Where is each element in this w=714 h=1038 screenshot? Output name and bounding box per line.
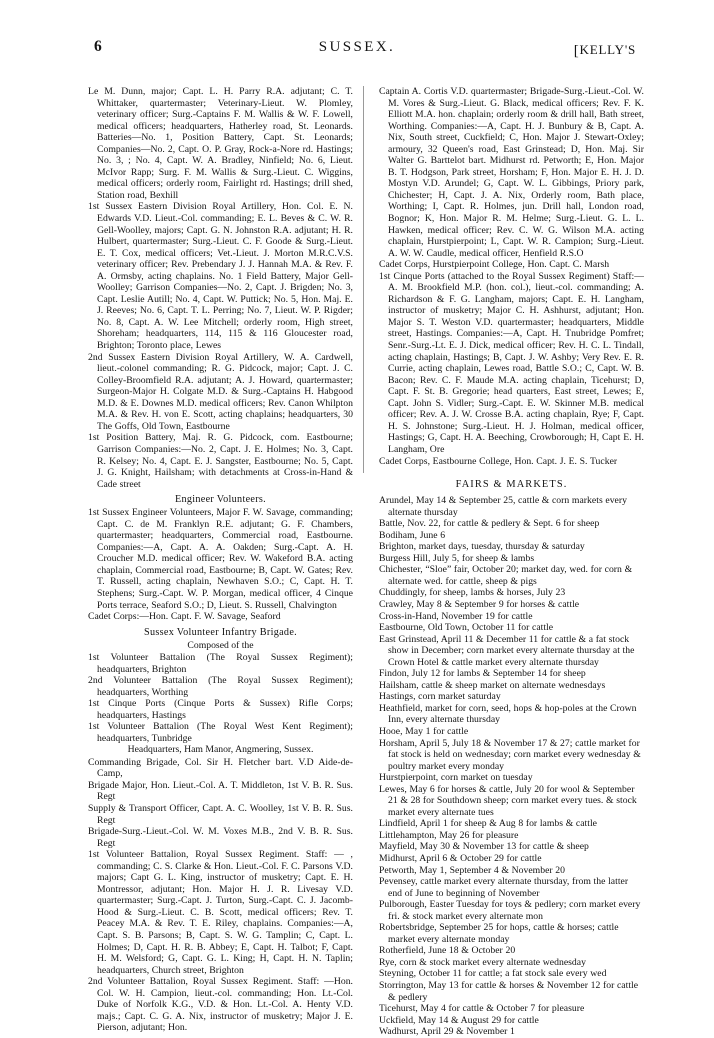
entry-text: Volunteer Battalion (The Royal Sussex Regiment); headquarters, Brighton <box>97 652 354 675</box>
entry-text: Position Battery, Maj. R. G. Pidcock, com. Eastbourne; Garrison Companies:—No. 2, Capt. J. E. Holmes; No. 3, Capt. R. Kelsey; No. 4, Capt. E. J. Sangster, Eastbourne; No. 5, Capt. J. G. Knight, Hailsham; with detachments at Cross-in-Hand & Cade street <box>97 432 353 490</box>
page-title: SUSSEX. <box>318 39 396 55</box>
fair-entry: Wadhurst, April 29 & November 1 <box>379 1026 515 1038</box>
fair-entry: East Grinstead, April 11 & December 11 for cattle & a fat stock show in December; corn market every alternate thursday at the Crown Hotel & cattle market every alternate thursday <box>379 633 635 668</box>
fair-entry: Heathfield, market for corn, seed, hops & hop-poles at the Crown Inn, every alternate thursday <box>379 702 637 726</box>
left-column <box>88 86 353 1034</box>
fair-entry: Hooe, May 1 for cattle <box>379 725 469 737</box>
first-volunteer-battalion-royal-sussex <box>88 849 353 976</box>
brigade-major <box>88 780 353 803</box>
fair-entry: Arundel, May 14 & September 25, cattle & corn markets every alternate thursday <box>379 495 627 518</box>
brigade-unit-1st-cinque-ports <box>88 698 353 721</box>
entry-prefix: 2nd <box>88 351 103 363</box>
publisher-mark <box>574 42 636 60</box>
fair-entry: Petworth, May 1, September 4 & November 20 <box>379 864 565 876</box>
fair-entry: Midhurst, April 6 & October 29 for cattle <box>379 853 542 864</box>
fair-entry: Robertsbridge, September 25 for hops, cattle & horses; cattle market every alternate monday <box>379 922 619 945</box>
right-column <box>379 86 644 1038</box>
second-vb-continuation: Captain A. Cortis V.D. quartermaster; Brigade-Surg.-Lieut.-Col. W. M. Vores & Surg.-Lieut. G. Black, medical officers; Rev. F. K. Elliott M.A. hon. chaplain; orderly room & drill hall, Bath street, Worthing. Companies:—A, Capt. H. J. Bunbury & B, Capt. A. Nix, South street, Cuckfield; C, Hon. Major J. Stewart-Oxley; armoury, 32 Queen's road, East Grinstead; D, Hon. Maj. Sir Walter G. Barttelot bart. Midhurst rd. Petworth; E, Hon. Major B. T. Hodgson, Park street, Horsham; F, Hon. Major E. H. J. D. Mostyn V.D. Arundel; G, Capt. W. L. Gibbings, Priory park, Chichester; H, Capt. J. A. Nix, Orderly room, Bath place, Worthing; I, Capt. R. Holmes, jun. Drill hall, London road, Bognor; K, Hon. Major R. M. Helme; Surg.-Lieut. G. L. L. Hawken, medical officer; Rev. C. W. G. Wilson M.A. acting chaplain, Hurstpierpoint; L, Capt. W. R. Campion; Surg.-Lieut. A. W. W. Caudle, medical officer, Henfield R.S.O <box>379 86 644 259</box>
column-divider-rule <box>363 86 364 473</box>
entry-text: Sussex Engineer Volunteers, Major F. W. Savage, commanding; Capt. C. de M. Franklyn R.E. adjutant; G. F. Chambers, quartermaster; headquarters, Commercial road, Eastbourne. Companies:—A, Capt. A. A. Oakden; Surg.-Capt. A. H. Croucher M.D. medical officer; Rev. W. Wakeford B.A. acting chaplain, Commercial road, Eastbourne; B, Capt. W. Gates; Rev. T. Russell, acting chaplain, Newhaven S.O.; C, Capt. H. T. Stephens; Surg.-Capt. W. P. Morgan, medical officer, 4 Cinque Ports terrace, Seaford S.O.; D, Lieut. S. Russell, Chalvington <box>97 507 353 611</box>
first-cinque-ports <box>379 271 644 456</box>
entry-text: Cinque Ports (Cinque Ports & Sussex) Rifle Corps; headquarters, Hastings <box>97 698 353 721</box>
first-sussex-eastern-division-ra <box>88 201 353 351</box>
entry-prefix: 1st <box>379 270 391 282</box>
entry-text: Sussex Eastern Division Royal Artillery, Hon. Col. E. N. Edwards V.D. Lieut.-Col. commanding; E. L. Beves & C. W. R. Gell-Woolley, majors; Capt. G. N. Johnston R.A. adjutant; H. R. Hulbert, quartermaster; Surg.-Lieut. C. F. Goode & Surg.-Lieut. E. T. Cox, medical officers; Vet.-Lieut. J. Morton M.R.C.V.S. veterinary officer; Rev. Prebendary J. J. Hannah M.A. & Rev. F. A. Ormsby, acting chaplains. No. 1 Field Battery, Major Gell-Woolley; Garrison Companies—No. 2, Capt. J. Brigden; No. 3, Capt. Leslie Autill; No. 4, Capt. W. Puttick; No. 5, Hon. Maj. E. J. Reeves; No. 6, Capt. T. L. Perring; No. 7, Lieut. W. P. Rigder; No. 8, Capt. A. W. Lee Mitchell; orderly room, High street, Shoreham; headquarters, 114, 115 & 116 Gloucester road, Brighton; Toronto place, Lewes <box>97 201 353 352</box>
entry-prefix: 1st <box>88 652 100 664</box>
fair-entry: Hailsham, cattle & sheep market on alternate wednesdays <box>379 679 606 691</box>
fair-entry: Lewes, May 6 for horses & cattle, July 20 for wool & September 21 & 28 for Southdown sheep; corn market every tues. & stock market every alternate tues <box>379 783 637 818</box>
fair-entry: Findon, July 12 for lambs & September 14 for sheep <box>379 668 586 680</box>
entry-prefix: 1st <box>88 698 100 710</box>
publisher-name: KELLY'S <box>579 42 636 57</box>
entry-text: Cadet Corps, Eastbourne College, Hon. Capt. J. E. S. Tucker <box>379 455 618 467</box>
fairs-and-markets-heading: FAIRS & MARKETS. <box>455 479 568 491</box>
fair-entry: Pevensey, cattle market every alternate thursday, from the latter end of June to beginning of November <box>379 876 629 899</box>
cadet-corps-hurstpierpoint <box>379 259 644 271</box>
entry-prefix: 2nd <box>88 976 103 988</box>
fair-entry: Bodiham, June 6 <box>379 529 446 541</box>
brigade-headquarters: Headquarters, Ham Manor, Angmering, Sussex. <box>127 744 314 756</box>
fair-entry: Uckfield, May 14 & August 29 for cattle <box>379 1014 539 1026</box>
entry-text: Brigade-Surg.-Lieut.-Col. W. M. Voxes M.B., 2nd V. B. R. Sus. Regt <box>88 826 353 849</box>
composed-of-the-subheading: Composed of the <box>187 639 254 651</box>
running-head <box>0 38 714 62</box>
fair-entry: Rye, corn & stock market every alternate wednesday <box>379 956 586 968</box>
entry-text: Cinque Ports (attached to the Royal Sussex Regiment) Staff:—A. M. Brookfield M.P. (hon. col.), lieut.-col. commanding; A. Richardson & F. G. Langham, majors; Capt. E. H. Langham, instructor of musketry; Major C. H. Ashhurst, adjutant; Hon. Major S. T. Weston V.D. quartermaster; headquarters, Middle street, Hastings. Companies:—A, Capt. H. Tnubridge Pomfret; Senr.-Surg.-Lt. E. J. Dick, medical officer; Rev. H. C. L. Tindall, acting chaplain, Hastings; B, Capt. J. W. Ashby; Very Rev. E. R. Currie, acting chaplain, Lewes road, Battle S.O.; C, Capt. W. B. Bacon; Rev. C. F. Maude M.A. acting chaplain, Ticehurst; D, Capt. F. St. B. Gregorie; head quarters, East street, Lewes; E, Capt. John S. Vidler; Surg.-Capt. E. W. Skinner M.B. medical officer; Rev. A. J. W. Crosse B.A. acting chaplain, Rye; F, Capt. H. S. Johnstone; Surg.-Lieut. H. J. Holman, medical officer, Hastings; G, Capt. H. A. Beeching, Crowborough; H, Capt E. H. Langham, Ore <box>388 270 644 455</box>
entry-text: Supply & Transport Officer, Capt. A. C. Woolley, 1st V. B. R. Sus. Regt <box>88 802 353 826</box>
fair-entry: Hastings, corn market saturday <box>379 691 501 703</box>
engineer-volunteers-heading: Engineer Volunteers. <box>174 494 267 506</box>
sussex-eastern-division-ra-hastings: Le M. Dunn, major; Capt. L. H. Parry R.A. adjutant; C. T. Whittaker, quartermaster; Veterinary-Lieut. W. Plomley, veterinary officer; Surg.-Captains F. M. Wallis & W. F. Lowell, medical officers; headquarters, Hatherley road, St. Leonards. Batteries—No. 1, Position Battery, Capt. St. Leonards; Companies—No. 2, Capt. O. P. Gray, Rock-a-Nore rd. Hastings; No. 3, ; No. 4, Capt. W. A. Bradley, Ninfield; No. 6, Lieut. McIvor Rapp; Surg. F. M. Wallis & Surg.-Lieut. C. Wiggins, medical officers; orderly room, Fairlight rd. Hastings; drill shed, Station road, Bexhill <box>88 86 353 201</box>
second-volunteer-battalion-royal-sussex <box>88 976 353 1034</box>
entry-prefix: 2nd <box>88 675 103 687</box>
fair-entry: Ticehurst, May 4 for cattle & October 7 for pleasure <box>379 1003 585 1015</box>
entry-prefix: 1st <box>88 507 100 519</box>
fair-entry: Rotherfield, June 18 & October 20 <box>379 945 516 957</box>
fair-entry: Hurstpierpoint, corn market on tuesday <box>379 772 533 784</box>
entry-text: Brigade Major, Hon. Lieut.-Col. A. T. Middleton, 1st V. B. R. Sus. Regt <box>88 779 353 803</box>
brigade-unit-1st-vb-royal-west-kent <box>88 721 353 744</box>
entry-prefix: 1st <box>88 201 100 213</box>
entry-text: Sussex Eastern Division Royal Artillery, W. A. Cardwell, lieut.-colonel commanding; R. G. Pidcock, major; Capt. J. C. Colley-Broomfield R.A. adjutant; A. J. Howard, quartermaster; Surgeon-Major H. Colgate M.D. & Surg.-Captains H. Habgood M.D. & E. Downes M.D. medical officers; Rev. Canon Whilpton M.A. & Rev. H. von E. Scott, acting chaplains; headquarters, 30 The Goffs, Old Town, Eastbourne <box>97 351 353 432</box>
commanding-brigade <box>88 757 353 780</box>
entry-prefix: 1st <box>88 432 100 444</box>
page-folio: 6 <box>94 38 102 55</box>
fair-entry: Storrington, May 13 for cattle & horses & November 12 for cattle & pedlery <box>379 980 639 1003</box>
first-sussex-engineer-volunteers <box>88 507 353 611</box>
entry-text: Volunteer Battalion (The Royal Sussex Regiment); headquarters, Worthing <box>97 675 353 698</box>
brigade-unit-2nd-vb-royal-sussex <box>88 675 353 698</box>
entry-prefix: 1st <box>88 721 100 733</box>
cadet-corps-seaford <box>88 611 353 623</box>
entry-text: Cadet Corps:—Hon. Capt. F. W. Savage, Seaford <box>88 611 281 623</box>
open-bracket: [ <box>573 43 580 59</box>
brigade-unit-1st-vb-royal-sussex <box>88 652 353 675</box>
entry-prefix: 1st <box>88 849 100 861</box>
supply-transport-officer <box>88 803 353 826</box>
brigade-surgeon-lieut-col <box>88 826 353 849</box>
fair-entry: Cross-in-Hand, November 19 for cattle <box>379 610 533 622</box>
entry-text: Cadet Corps, Hurstpierpoint College, Hon. Capt. C. Marsh <box>379 259 610 271</box>
first-position-battery <box>88 432 353 490</box>
fair-entry: Burgess Hill, July 5, for sheep & lambs <box>379 552 535 564</box>
fair-entry: Pulborough, Easter Tuesday for toys & pedlery; corn market every fri. & stock market every alternate mon <box>379 899 641 922</box>
fair-entry: Crawley, May 8 & September 9 for horses & cattle <box>379 598 580 610</box>
fair-entry: Chuddingly, for sheep, lambs & horses, July 23 <box>379 587 566 599</box>
entry-text: Volunteer Battalion, Royal Sussex Regiment. Staff: —Hon. Col. W. H. Campion, lieut.-col. commanding; Hon. Lt.-Col. Duke of Norfolk K.G., V.D. & Hon. Lt.-Col. A. Henty V.D. majs.; Capt. C. G. A. Nix, instructor of musketry; Major J. E. Pierson, adjutant; Hon. <box>97 976 354 1034</box>
fair-entry: Littlehampton, May 26 for pleasure <box>379 829 519 841</box>
fair-entry: Lindfield, April 1 for sheep & Aug 8 for lambs & cattle <box>379 818 597 830</box>
entry-text: Volunteer Battalion (The Royal West Kent Regiment); headquarters, Tunbridge <box>97 721 353 744</box>
fair-entry: Horsham, April 5, July 18 & November 17 & 27; cattle market for fat stock is held on wednesday; corn market every wednesday & poultry market every monday <box>379 737 641 772</box>
fair-entry: Mayfield, May 30 & November 13 for cattle & sheep <box>379 841 589 853</box>
fair-entry: Battle, Nov. 22, for cattle & pedlery & Sept. 6 for sheep <box>379 518 600 530</box>
fair-entry: Steyning, October 11 for cattle; a fat stock sale every wed <box>379 968 607 980</box>
second-sussex-eastern-division-ra <box>88 352 353 433</box>
fair-entry: Chichester, “Sloe” fair, October 20; market day, wed. for corn & alternate wed. for cattle, sheep & pigs <box>379 564 633 587</box>
entry-text: Commanding Brigade, Col. Sir H. Fletcher bart. V.D Aide-de-Camp, <box>88 756 353 780</box>
sussex-volunteer-infantry-brigade-heading: Sussex Volunteer Infantry Brigade. <box>144 626 297 638</box>
entry-text: Volunteer Battalion, Royal Sussex Regiment. Staff: — , commanding; C. S. Clarke & Hon. Lieut.-Col. F. C. Parsons V.D. majors; Capt G. L. King, instructor of musketry; Capt. E. H. Montressor, adjutant; Hon. Major H. J. R. Livesay V.D. quartermaster; Surg.-Capt. J. Turton, Surg.-Capt. C. J. Jacomb-Hood & Surg.-Lieut. C. B. Scott, medical officers; Rev. T. Peacey M.A. & Rev. T. E. Riley, chaplains. Companies:—A, Capt. S. B. Parsons; B, Capt. S. W. G. Tamplin; C, Capt. L. Holmes; D, Capt. H. R. B. Abbey; E, Capt. H. Talbot; F, Capt. H. M. Welsford; G, Capt. G. L. King; H, Capt. H. N. Taplin; headquarters, Church street, Brighton <box>97 849 353 976</box>
fair-entry: Brighton, market days, tuesday, thursday & saturday <box>379 541 585 553</box>
fair-entry: Eastbourne, Old Town, October 11 for cattle <box>379 622 554 634</box>
cadet-corps-eastbourne <box>379 456 644 468</box>
